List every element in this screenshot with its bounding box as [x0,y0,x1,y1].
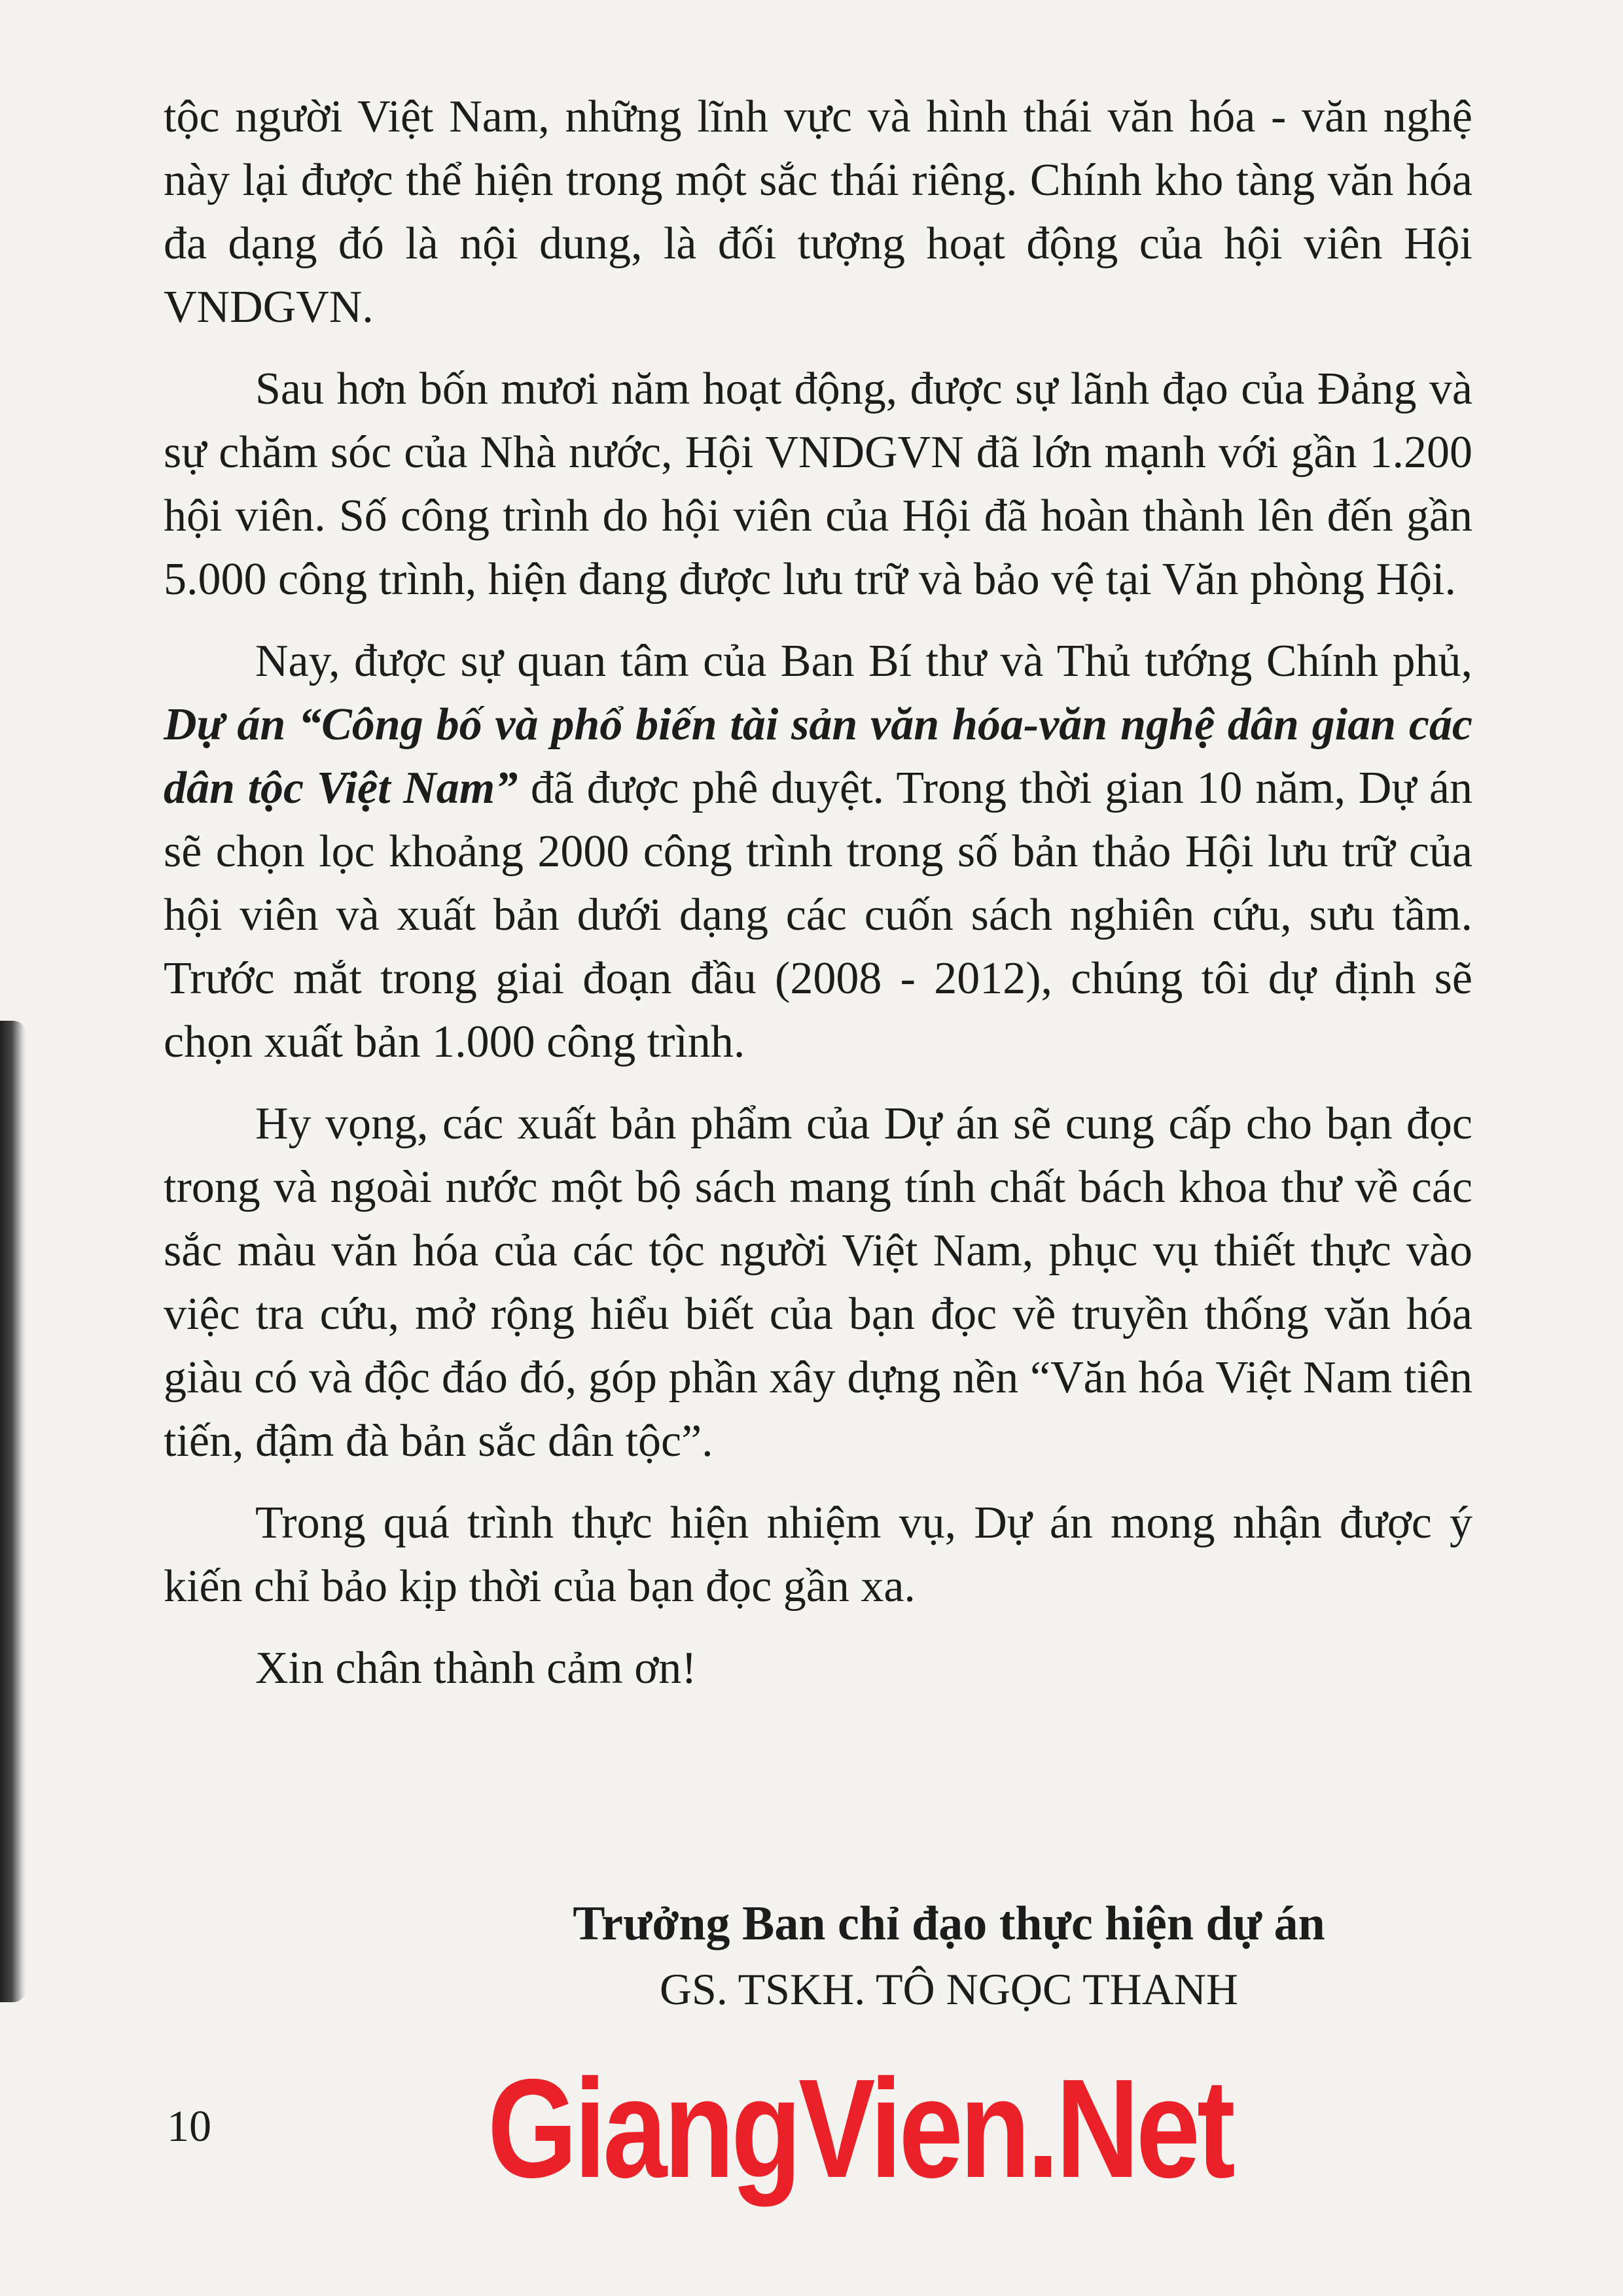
paragraph-3 [164,629,1472,1074]
signature-title: Trưởng Ban chỉ đạo thực hiện dự án [573,1897,1325,1951]
page-number: 10 [167,2101,211,2151]
signature-name: GS. TSKH. TÔ NGỌC THANH [659,1964,1239,2014]
paragraph-3-rest: đã được phê duyệt. Trong thời gian 10 năm, Dự án sẽ chọn lọc khoảng 2000 công trình trong số bản thảo Hội lưu trữ của hội viên và xuất bản dưới dạng các cuốn sách nghiên cứu, sưu tầm. Trước mắt trong giai đoạn đầu (2008 - 2012), chúng tôi dự định sẽ chọn xuất bản 1.000 công trình. [164,763,1472,1067]
body-text [164,85,1472,1718]
binding-shadow [0,1021,26,2002]
paragraph-2: Sau hơn bốn mươi năm hoạt động, được sự lãnh đạo của Đảng và sự chăm sóc của Nhà nước, Hội VNDGVN đã lớn mạnh với gần 1.200 hội viên. Số công trình do hội viên của Hội đã hoàn thành lên đến gần 5.000 công trình, hiện đang được lưu trữ và bảo vệ tại Văn phòng Hội. [164,364,1472,605]
paragraph-4: Hy vọng, các xuất bản phẩm của Dự án sẽ cung cấp cho bạn đọc trong và ngoài nước một bộ sách mang tính chất bách khoa thư về các sắc màu văn hóa của các tộc người Việt Nam, phục vụ thiết thực vào việc tra cứu, mở rộng hiểu biết của bạn đọc về truyền thống văn hóa giàu có và độc đáo đó, góp phần xây dựng nền “Văn hóa Việt Nam tiên tiến, đậm đà bản sắc dân tộc”. [164,1099,1472,1466]
paragraph-5: Trong quá trình thực hiện nhiệm vụ, Dự án mong nhận được ý kiến chỉ bảo kịp thời của bạn đọc gần xa. [164,1498,1472,1612]
paragraph-1: tộc người Việt Nam, những lĩnh vực và hình thái văn hóa - văn nghệ này lại được thể hiện trong một sắc thái riêng. Chính kho tàng văn hóa đa dạng đó là nội dung, là đối tượng hoạt động của hội viên Hội VNDGVN. [164,92,1472,332]
watermark-logo: GiangVien.Net [488,2049,1232,2207]
paragraph-3-lead: Nay, được sự quan tâm của Ban Bí thư và Thủ tướng Chính phủ, [255,636,1472,686]
project-title: Dự án “Công bố và phổ biến tài sản văn hóa-văn nghệ dân gian các dân tộc Việt Nam” [164,699,1472,813]
paragraph-6: Xin chân thành cảm ơn! [255,1643,697,1693]
signature-block [458,1891,1440,2022]
